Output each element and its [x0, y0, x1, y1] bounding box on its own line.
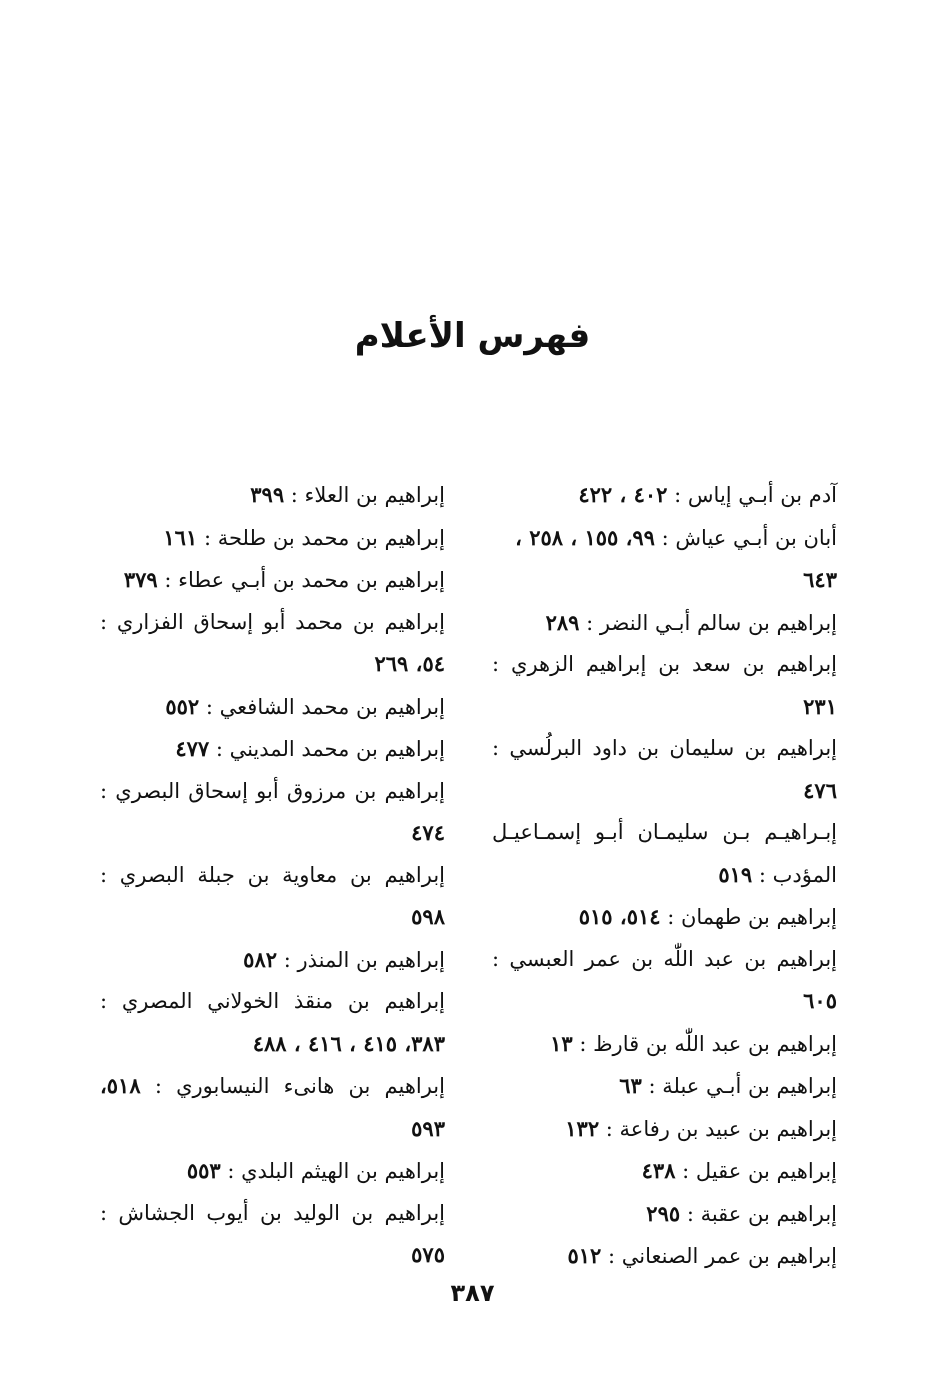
- entry-pages: ٤٣٨: [641, 1158, 676, 1183]
- entry-name: إبراهيم بن مرزوق أبو إسحاق البصري :: [100, 778, 445, 803]
- entry-pages: ٥١٩: [718, 861, 753, 887]
- index-entry: [100, 771, 445, 855]
- entry-pages: ٥٥٢: [165, 693, 200, 719]
- index-entry: [100, 1150, 445, 1193]
- index-entry: [492, 1235, 837, 1278]
- entry-name: إبراهيم بن عبيد بن رفاعة :: [605, 1116, 837, 1141]
- index-entry: [492, 1193, 837, 1236]
- entry-pages: ٦٣: [619, 1073, 642, 1098]
- entry-pages: ٢٣١: [803, 693, 837, 719]
- entry-pages: ٥١٨، ٥٩٣: [100, 1073, 445, 1141]
- entry-name: إبراهيم بن سالم أبـي النضر :: [586, 610, 837, 635]
- entry-name: إبراهيم بن عقيل :: [682, 1159, 837, 1183]
- entry-pages: ١٣: [550, 1030, 573, 1056]
- index-entry: [492, 896, 837, 939]
- entry-pages: ٩٩، ١٥٥ ، ٢٥٨ ، ٦٤٣: [515, 524, 837, 592]
- entry-name: إبراهيم بن عقبة :: [686, 1201, 837, 1226]
- page-title: فهرس الأعلام: [354, 316, 591, 356]
- index-entry: [100, 602, 445, 686]
- index-entry: [492, 644, 837, 728]
- entry-name: إبراهيم بن معاوية بن جبلة البصري :: [100, 862, 445, 887]
- index-column-right: [492, 474, 837, 1278]
- entry-name: إبراهيم بن عمر الصنعاني :: [607, 1244, 837, 1268]
- index-entry: [492, 602, 837, 645]
- entry-name: إبراهيم بن محمد المديني :: [215, 737, 445, 761]
- entry-pages: ٥٤، ٢٦٩: [374, 651, 445, 676]
- page-number: ٣٨٧: [450, 1279, 495, 1307]
- entry-name: إبراهيم بن محمد بن أبـي عطاء :: [164, 568, 445, 592]
- entry-pages: ٥٥٣: [186, 1158, 221, 1183]
- index-entry: [100, 728, 445, 771]
- entry-name: إبراهيم بن عبد اللّٰه بن قارظ :: [579, 1031, 837, 1056]
- entry-pages: ١٦١: [163, 524, 198, 550]
- entry-pages: ٥٨٢: [243, 946, 278, 972]
- entry-name: إبـراهيـم بـن سليمـان أبـو إسمـاعيـل المؤدب :: [492, 820, 837, 887]
- entry-name: إبراهيم بن منقذ الخولاني المصري :: [100, 989, 445, 1013]
- index-entry: [492, 517, 837, 602]
- index-entry: [100, 686, 445, 729]
- entry-pages: ٤٧٧: [175, 736, 210, 761]
- entry-name: أبان بن أبـي عياش :: [661, 525, 837, 550]
- index-entry: [100, 1193, 445, 1277]
- entry-pages: ٦٠٥: [803, 988, 837, 1013]
- index-entry: [100, 855, 445, 939]
- entry-name: إبراهيم بن المنذر :: [283, 947, 445, 972]
- entry-pages: ٥٧٥: [411, 1242, 445, 1267]
- entry-pages: ٢٩٥: [646, 1200, 681, 1226]
- entry-name: إبراهيم بن أبـي عبلة :: [648, 1074, 837, 1098]
- entry-name: آدم بن أبـي إياس :: [674, 483, 837, 507]
- entry-pages: ١٣٢: [565, 1115, 600, 1141]
- index-entry: [492, 1023, 837, 1066]
- index-entry: [100, 517, 445, 560]
- entry-name: إبراهيم بن محمد أبو إسحاق الفزاري :: [100, 609, 445, 634]
- index-entry: [100, 981, 445, 1065]
- entry-pages: ٣٨٣، ٤١٥ ، ٤١٦ ، ٤٨٨: [252, 1030, 445, 1056]
- index-entry: [492, 812, 837, 896]
- entry-name: إبراهيم بن محمد بن طلحة :: [203, 525, 445, 550]
- entry-pages: ٣٧٩: [123, 567, 158, 592]
- entry-pages: ٤٧٤: [411, 820, 445, 845]
- entry-name: إبراهيم بن سعد بن إبراهيم الزهري :: [492, 652, 837, 676]
- index-entry: [492, 1108, 837, 1151]
- entry-name: إبراهيم بن محمد الشافعي :: [205, 694, 445, 719]
- index-entry: [100, 474, 445, 517]
- entry-pages: ٣٩٩: [250, 482, 285, 507]
- entry-name: إبراهيم بن هانىء النيسابوري :: [154, 1074, 445, 1098]
- entry-name: إبراهيم بن الوليد بن أيوب الجشاش :: [100, 1200, 445, 1225]
- entry-pages: ٤٧٦: [803, 777, 837, 803]
- entry-name: إبراهيم بن طهمان :: [667, 905, 837, 929]
- index-entry: [492, 1065, 837, 1108]
- index-entry: [492, 939, 837, 1023]
- entry-name: إبراهيم بن الهيثم البلدي :: [227, 1159, 445, 1183]
- entry-name: إبراهيم بن عبد اللّٰه بن عمر العبسي :: [492, 946, 837, 971]
- entry-pages: ٥١٤، ٥١٥: [578, 904, 661, 929]
- entry-name: إبراهيم بن العلاء :: [290, 483, 445, 507]
- index-entry: [100, 1065, 445, 1150]
- index-entry: [100, 559, 445, 602]
- entry-pages: ٥١٢: [567, 1243, 602, 1268]
- entry-pages: ٥٩٨: [411, 904, 445, 929]
- entry-pages: ٢٨٩: [545, 609, 580, 635]
- entry-pages: ٤٠٢ ، ٤٢٢: [578, 482, 668, 507]
- index-entry: [492, 474, 837, 517]
- index-entry: [492, 728, 837, 812]
- index-column-left: [100, 474, 445, 1277]
- entry-name: إبراهيم بن سليمان بن داود البرلُسي :: [492, 736, 837, 760]
- index-entry: [492, 1150, 837, 1193]
- index-entry: [100, 939, 445, 982]
